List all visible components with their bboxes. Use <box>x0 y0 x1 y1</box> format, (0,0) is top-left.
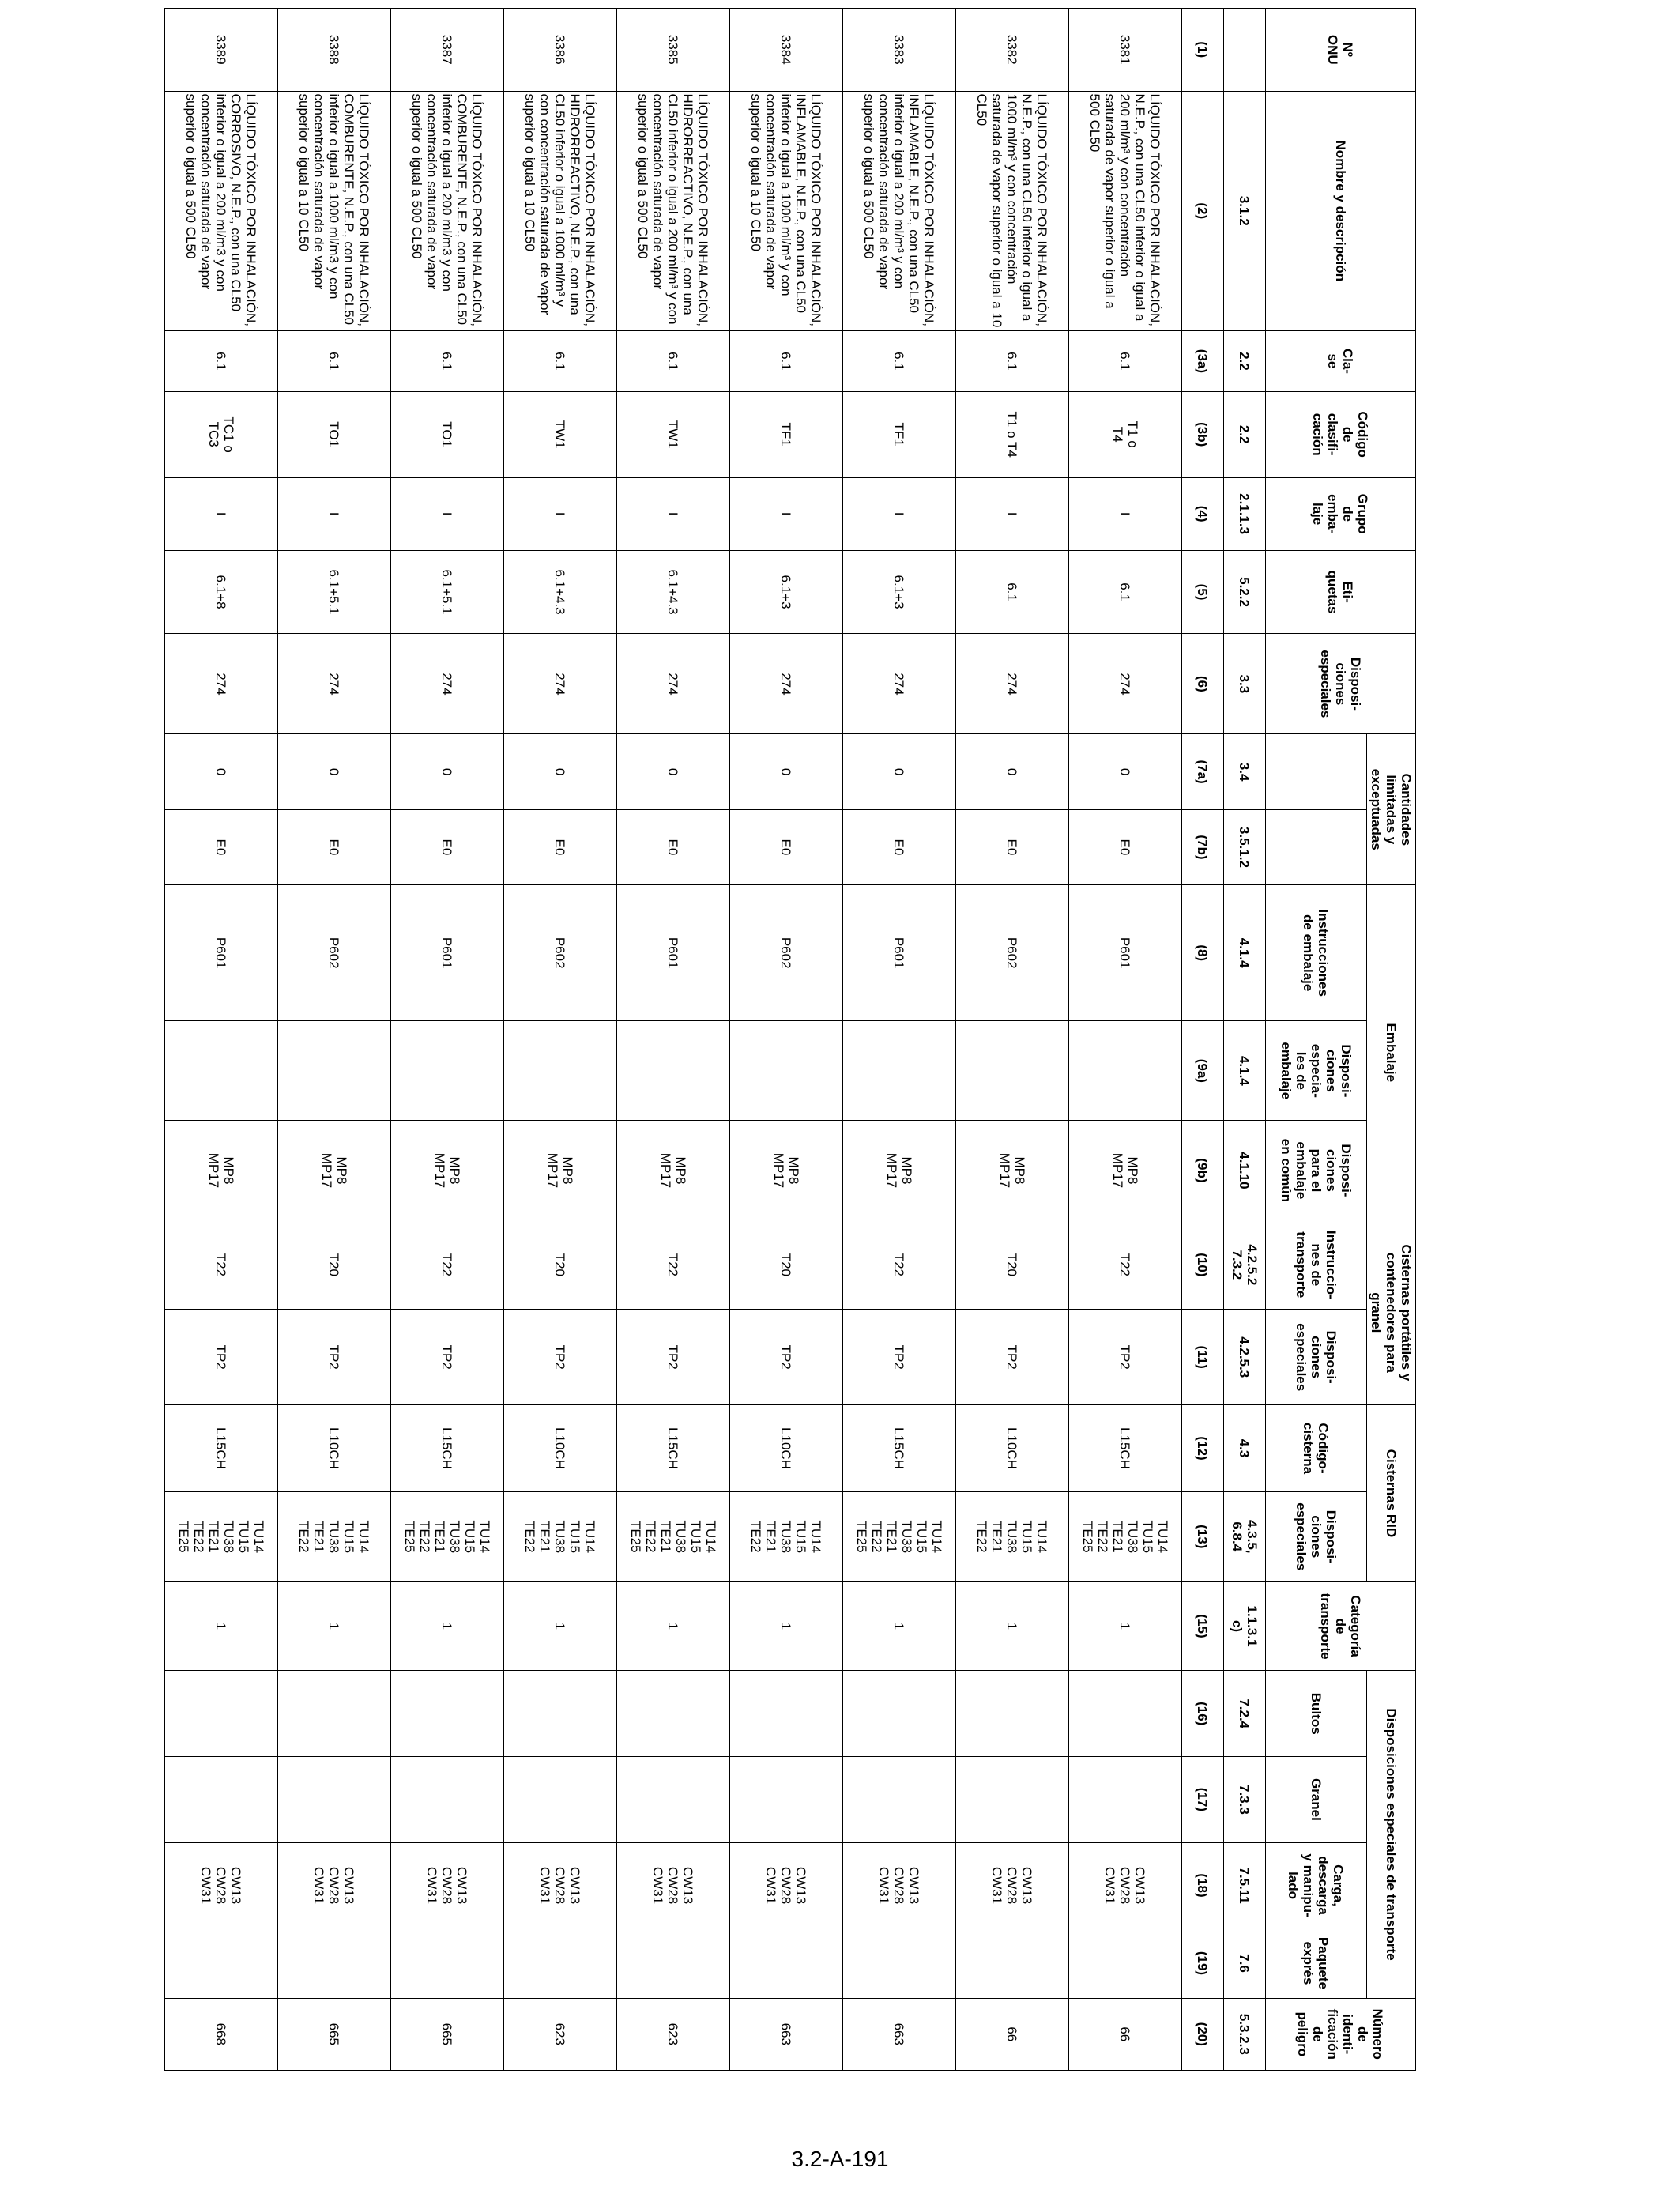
reference-cell: 4.3 <box>1224 1405 1266 1492</box>
header-numero-peligro: Número de identi- ficación de peligro <box>1266 1998 1416 2070</box>
column-number-cell: (7a) <box>1182 734 1224 809</box>
cell-disp: 274 <box>730 634 843 734</box>
cell-name: LÍQUIDO TÓXICO POR INHALACIÓN, N.E.P., con una CL50 inferior o igual a 1000 ml/m³ y con concentración saturada de vapor superior o igual a 10 CL50 <box>956 91 1069 330</box>
cell-etiquetas: 6.1+3 <box>730 550 843 634</box>
cell-etiquetas: 6.1+5.1 <box>391 550 504 634</box>
cell-name: LÍQUIDO TÓXICO POR INHALACIÓN, INFLAMABLE, N.E.P., con una CL50 inferior o igual a 200 ml/m³ y con concentración saturada de vapor superior o igual a 500 CL50 <box>843 91 956 330</box>
reference-cell: 1.1.3.1 c) <box>1224 1581 1266 1671</box>
column-number-cell: (1) <box>1182 9 1224 92</box>
cell-c20: 668 <box>165 1998 278 2070</box>
table-row <box>391 9 504 2071</box>
cell-c12: L10CH <box>730 1405 843 1492</box>
cell-c11: TP2 <box>843 1310 956 1405</box>
cell-c7a: 0 <box>278 734 391 809</box>
header-cantidades-sub-b <box>1266 809 1367 884</box>
cell-c12: L15CH <box>843 1405 956 1492</box>
cell-c10: T20 <box>278 1220 391 1310</box>
column-number-cell: (6) <box>1182 634 1224 734</box>
cell-clase: 6.1 <box>1069 330 1182 391</box>
table-row <box>843 9 956 2071</box>
cell-c12: L10CH <box>278 1405 391 1492</box>
cell-c18: CW13 CW28 CW31 <box>504 1842 617 1928</box>
column-number-cell: (11) <box>1182 1310 1224 1405</box>
cell-disp: 274 <box>278 634 391 734</box>
cell-c13: TU14 TU15 TU38 TE21 TE22 TE25 <box>843 1491 956 1581</box>
cell-c11: TP2 <box>165 1310 278 1405</box>
column-number-row <box>1182 9 1224 2071</box>
header-bultos: Bultos <box>1266 1671 1367 1757</box>
cell-c9a <box>391 1021 504 1121</box>
cell-c17 <box>956 1757 1069 1843</box>
table-body <box>165 9 1182 2071</box>
cell-c13: TU14 TU15 TU38 TE21 TE22 TE25 <box>165 1491 278 1581</box>
cell-c17 <box>391 1757 504 1843</box>
reference-cell: 3.1.2 <box>1224 91 1266 330</box>
cell-c17 <box>843 1757 956 1843</box>
cell-name: LÍQUIDO TÓXICO POR INHALACIÓN, N.E.P., con una CL50 inferior o igual a 200 ml/m³ y con concentración saturada de vapor superior o igual a 500 CL50 <box>1069 91 1182 330</box>
cell-c9a <box>278 1021 391 1121</box>
cell-onu: 3386 <box>504 9 617 92</box>
cell-c9b: MP8 MP17 <box>617 1121 730 1220</box>
cell-instr: P601 <box>617 885 730 1021</box>
cell-c9a <box>165 1021 278 1121</box>
cell-onu: 3381 <box>1069 9 1182 92</box>
header-carga: Carga, descarga y manipu- lado <box>1266 1842 1367 1928</box>
cell-c12: L15CH <box>617 1405 730 1492</box>
cell-c7b: E0 <box>278 809 391 884</box>
reference-cell: 4.1.4 <box>1224 885 1266 1021</box>
cell-c7b: E0 <box>730 809 843 884</box>
cell-c20: 665 <box>391 1998 504 2070</box>
rotated-table-container <box>160 8 1416 2071</box>
cell-instr: P602 <box>278 885 391 1021</box>
header-disp-especiales-cisternas: Disposi- ciones especiales <box>1266 1310 1367 1405</box>
cell-grupo: I <box>165 477 278 550</box>
cell-c15: 1 <box>278 1581 391 1671</box>
cell-c7a: 0 <box>165 734 278 809</box>
cell-etiquetas: 6.1+8 <box>165 550 278 634</box>
cell-c10: T20 <box>504 1220 617 1310</box>
cell-c9b: MP8 MP17 <box>165 1121 278 1220</box>
cell-c16 <box>617 1671 730 1757</box>
cell-c11: TP2 <box>278 1310 391 1405</box>
reference-cell: 3.4 <box>1224 734 1266 809</box>
reference-cell: 4.1.4 <box>1224 1021 1266 1121</box>
reference-cell: 7.3.3 <box>1224 1757 1266 1843</box>
cell-c17 <box>1069 1757 1182 1843</box>
cell-instr: P601 <box>1069 885 1182 1021</box>
cell-onu: 3384 <box>730 9 843 92</box>
column-number-cell: (9a) <box>1182 1021 1224 1121</box>
cell-clase: 6.1 <box>391 330 504 391</box>
cell-c20: 66 <box>1069 1998 1182 2070</box>
cell-c13: TU14 TU15 TU38 TE21 TE22 TE25 <box>391 1491 504 1581</box>
cell-grupo: I <box>278 477 391 550</box>
cell-etiquetas: 6.1+4.3 <box>504 550 617 634</box>
cell-c12: L10CH <box>504 1405 617 1492</box>
cell-c17 <box>165 1757 278 1843</box>
cell-c11: TP2 <box>956 1310 1069 1405</box>
cell-c7a: 0 <box>730 734 843 809</box>
column-number-cell: (17) <box>1182 1757 1224 1843</box>
cell-c9a <box>730 1021 843 1121</box>
cell-c7a: 0 <box>843 734 956 809</box>
cell-c9a <box>956 1021 1069 1121</box>
cell-instr: P601 <box>165 885 278 1021</box>
cell-name: LÍQUIDO TÓXICO POR INHALACIÓN, COMBURENTE, N.E.P., con una CL50 inferior o igual a 1000 ml/m3 y con concentración saturada de vapor superior o igual a 10 CL50 <box>278 91 391 330</box>
cell-c16 <box>843 1671 956 1757</box>
cell-instr: P601 <box>843 885 956 1021</box>
cell-codigo: TF1 <box>730 391 843 477</box>
reference-cell: 5.3.2.3 <box>1224 1998 1266 2070</box>
header-cisternas-rid: Cisternas RID <box>1367 1405 1416 1581</box>
cell-clase: 6.1 <box>843 330 956 391</box>
cell-etiquetas: 6.1 <box>1069 550 1182 634</box>
cell-c7b: E0 <box>165 809 278 884</box>
cell-c11: TP2 <box>1069 1310 1182 1405</box>
header-embalaje: Embalaje <box>1367 885 1416 1220</box>
cell-c17 <box>617 1757 730 1843</box>
cell-c10: T22 <box>843 1220 956 1310</box>
cell-grupo: I <box>504 477 617 550</box>
cell-grupo: I <box>730 477 843 550</box>
cell-codigo: TW1 <box>617 391 730 477</box>
header-etiquetas: Eti- quetas <box>1266 550 1416 634</box>
header-codigo: Código de clasifi- cación <box>1266 391 1416 477</box>
reference-cell: 3.5.1.2 <box>1224 809 1266 884</box>
cell-c19 <box>956 1928 1069 1998</box>
cell-c18: CW13 CW28 CW31 <box>730 1842 843 1928</box>
cell-c15: 1 <box>843 1581 956 1671</box>
cell-onu: 3387 <box>391 9 504 92</box>
cell-codigo: TW1 <box>504 391 617 477</box>
cell-c9b: MP8 MP17 <box>730 1121 843 1220</box>
reference-cell: 5.2.2 <box>1224 550 1266 634</box>
cell-codigo: TO1 <box>278 391 391 477</box>
cell-c10: T20 <box>730 1220 843 1310</box>
header-disp-especiales-rid: Disposi- ciones especiales <box>1266 1491 1367 1581</box>
header-cisternas-portatiles: Cisternas portátiles y contenedores para granel <box>1367 1220 1416 1405</box>
cell-c16 <box>165 1671 278 1757</box>
cell-c12: L10CH <box>956 1405 1069 1492</box>
cell-c18: CW13 CW28 CW31 <box>956 1842 1069 1928</box>
header-disposiciones-especiales: Disposi- ciones especiales <box>1266 634 1416 734</box>
cell-c12: L15CH <box>1069 1405 1182 1492</box>
cell-c19 <box>730 1928 843 1998</box>
reference-cell: 4.2.5.2 7.3.2 <box>1224 1220 1266 1310</box>
header-instrucciones-embalaje: Instrucciones de embalaje <box>1266 885 1367 1021</box>
cell-c9a <box>843 1021 956 1121</box>
cell-c11: TP2 <box>391 1310 504 1405</box>
cell-instr: P602 <box>504 885 617 1021</box>
column-number-cell: (7b) <box>1182 809 1224 884</box>
cell-clase: 6.1 <box>956 330 1069 391</box>
cell-c7b: E0 <box>843 809 956 884</box>
cell-clase: 6.1 <box>617 330 730 391</box>
cell-c16 <box>1069 1671 1182 1757</box>
cell-disp: 274 <box>165 634 278 734</box>
cell-c9b: MP8 MP17 <box>504 1121 617 1220</box>
reference-row <box>1224 9 1266 2071</box>
cell-codigo: TC1 o TC3 <box>165 391 278 477</box>
cell-c12: L15CH <box>165 1405 278 1492</box>
column-number-cell: (18) <box>1182 1842 1224 1928</box>
cell-clase: 6.1 <box>504 330 617 391</box>
cell-c7b: E0 <box>504 809 617 884</box>
header-granel: Granel <box>1266 1757 1367 1843</box>
cell-c13: TU14 TU15 TU38 TE21 TE22 <box>504 1491 617 1581</box>
cell-c16 <box>730 1671 843 1757</box>
cell-grupo: I <box>391 477 504 550</box>
cell-c7a: 0 <box>504 734 617 809</box>
header-disp-especiales-embalaje: Disposi- ciones especia- les de embalaje <box>1266 1021 1367 1121</box>
cell-name: LÍQUIDO TÓXICO POR INHALACIÓN, HIDRORREACTIVO, N.E.P., con una CL50 inferior o igual a 1000 ml/m³ y con concentración saturada de vapor superior o igual a 10 CL50 <box>504 91 617 330</box>
cell-c20: 66 <box>956 1998 1069 2070</box>
cell-c19 <box>843 1928 956 1998</box>
column-number-cell: (15) <box>1182 1581 1224 1671</box>
cell-etiquetas: 6.1+4.3 <box>617 550 730 634</box>
column-number-cell: (8) <box>1182 885 1224 1021</box>
table-row <box>617 9 730 2071</box>
reference-cell: 4.1.10 <box>1224 1121 1266 1220</box>
header-codigo-cisterna: Código- cisterna <box>1266 1405 1367 1492</box>
reference-cell: 7.2.4 <box>1224 1671 1266 1757</box>
cell-c20: 665 <box>278 1998 391 2070</box>
cell-c18: CW13 CW28 CW31 <box>617 1842 730 1928</box>
header-cantidades: Cantidades limitadas y exceptuadas <box>1367 734 1416 885</box>
cell-onu: 3388 <box>278 9 391 92</box>
cell-c15: 1 <box>504 1581 617 1671</box>
cell-c12: L15CH <box>391 1405 504 1492</box>
cell-disp: 274 <box>956 634 1069 734</box>
header-onu: Nº ONU <box>1266 9 1416 92</box>
cell-c7a: 0 <box>391 734 504 809</box>
cell-grupo: I <box>843 477 956 550</box>
cell-c9a <box>617 1021 730 1121</box>
cell-c10: T22 <box>617 1220 730 1310</box>
cell-name: LÍQUIDO TÓXICO POR INHALACIÓN, CORROSIVO, N.E.P., con una CL50 inferior o igual a 200 ml/m3 y con concentración saturada de vapor superior o igual a 500 CL50 <box>165 91 278 330</box>
column-number-cell: (3a) <box>1182 330 1224 391</box>
column-number-cell: (9b) <box>1182 1121 1224 1220</box>
cell-c19 <box>278 1928 391 1998</box>
cell-c18: CW13 CW28 CW31 <box>165 1842 278 1928</box>
cell-c11: TP2 <box>730 1310 843 1405</box>
cell-c19 <box>1069 1928 1182 1998</box>
cell-c15: 1 <box>1069 1581 1182 1671</box>
cell-c7a: 0 <box>956 734 1069 809</box>
cell-c15: 1 <box>391 1581 504 1671</box>
reference-cell: 4.3.5, 6.8.4 <box>1224 1491 1266 1581</box>
cell-name: LÍQUIDO TÓXICO POR INHALACIÓN, HIDRORREACTIVO, N.E.P., con una CL50 inferior o igual a 200 ml/m³ y con concentración saturada de vapor superior o igual a 500 CL50 <box>617 91 730 330</box>
cell-c18: CW13 CW28 CW31 <box>278 1842 391 1928</box>
cell-c7b: E0 <box>956 809 1069 884</box>
cell-disp: 274 <box>843 634 956 734</box>
cell-c18: CW13 CW28 CW31 <box>843 1842 956 1928</box>
cell-c15: 1 <box>165 1581 278 1671</box>
cell-c19 <box>617 1928 730 1998</box>
table-row <box>1069 9 1182 2071</box>
cell-c19 <box>391 1928 504 1998</box>
cell-c18: CW13 CW28 CW31 <box>1069 1842 1182 1928</box>
column-number-cell: (12) <box>1182 1405 1224 1492</box>
cell-c20: 623 <box>617 1998 730 2070</box>
cell-onu: 3389 <box>165 9 278 92</box>
cell-c9b: MP8 MP17 <box>956 1121 1069 1220</box>
cell-c16 <box>504 1671 617 1757</box>
header-clase: Cla- se <box>1266 330 1416 391</box>
table-row <box>956 9 1069 2071</box>
column-number-cell: (13) <box>1182 1491 1224 1581</box>
cell-disp: 274 <box>617 634 730 734</box>
column-number-cell: (19) <box>1182 1928 1224 1998</box>
cell-c10: T20 <box>956 1220 1069 1310</box>
header-paquete: Paquete exprés <box>1266 1928 1367 1998</box>
cell-c10: T22 <box>1069 1220 1182 1310</box>
cell-c13: TU14 TU15 TU38 TE21 TE22 <box>278 1491 391 1581</box>
header-cantidades-sub-a <box>1266 734 1367 809</box>
cell-c18: CW13 CW28 CW31 <box>391 1842 504 1928</box>
cell-c9b: MP8 MP17 <box>278 1121 391 1220</box>
header-row-top <box>1367 9 1416 2071</box>
column-number-cell: (20) <box>1182 1998 1224 2070</box>
cell-c7b: E0 <box>391 809 504 884</box>
cell-c17 <box>504 1757 617 1843</box>
cell-c20: 663 <box>843 1998 956 2070</box>
cell-clase: 6.1 <box>278 330 391 391</box>
cell-codigo: TF1 <box>843 391 956 477</box>
cell-c9b: MP8 MP17 <box>391 1121 504 1220</box>
cell-c20: 663 <box>730 1998 843 2070</box>
table-row <box>504 9 617 2071</box>
page-number: 3.2-A-191 <box>791 2147 889 2171</box>
cell-c9b: MP8 MP17 <box>843 1121 956 1220</box>
cell-codigo: T1 o T4 <box>956 391 1069 477</box>
cell-onu: 3385 <box>617 9 730 92</box>
cell-disp: 274 <box>1069 634 1182 734</box>
cell-c17 <box>278 1757 391 1843</box>
table-row <box>278 9 391 2071</box>
cell-c13: TU14 TU15 TU38 TE21 TE22 TE25 <box>617 1491 730 1581</box>
cell-c19 <box>504 1928 617 1998</box>
cell-etiquetas: 6.1 <box>956 550 1069 634</box>
cell-c7a: 0 <box>617 734 730 809</box>
header-categoria: Categoría de transporte <box>1266 1581 1416 1671</box>
header-disp-embalaje-comun: Disposi- ciones para el embalaje en común <box>1266 1121 1367 1220</box>
cell-instr: P602 <box>730 885 843 1021</box>
cell-c17 <box>730 1757 843 1843</box>
cell-grupo: I <box>1069 477 1182 550</box>
column-number-cell: (4) <box>1182 477 1224 550</box>
cell-c16 <box>956 1671 1069 1757</box>
header-disposiciones-transporte: Disposiciones especiales de transporte <box>1367 1671 1416 1998</box>
cell-c7b: E0 <box>1069 809 1182 884</box>
cell-c15: 1 <box>730 1581 843 1671</box>
cell-c9a <box>504 1021 617 1121</box>
cell-c11: TP2 <box>504 1310 617 1405</box>
table-row <box>165 9 278 2071</box>
cell-grupo: I <box>617 477 730 550</box>
column-number-cell: (2) <box>1182 91 1224 330</box>
cell-grupo: I <box>956 477 1069 550</box>
header-grupo: Grupo de emba- laje <box>1266 477 1416 550</box>
cell-name: LÍQUIDO TÓXICO POR INHALACIÓN, COMBURENTE, N.E.P., con una CL50 inferior o igual a 200 ml/m3 y con concentración saturada de vapor superior o igual a 500 CL50 <box>391 91 504 330</box>
cell-instr: P601 <box>391 885 504 1021</box>
cell-c10: T22 <box>391 1220 504 1310</box>
dangerous-goods-table <box>164 8 1416 2071</box>
reference-cell: 2.2 <box>1224 330 1266 391</box>
header-instrucciones-transporte: Instruccio- nes de transporte <box>1266 1220 1367 1310</box>
reference-cell: 7.5.11 <box>1224 1842 1266 1928</box>
cell-c16 <box>278 1671 391 1757</box>
cell-c7a: 0 <box>1069 734 1182 809</box>
reference-cell <box>1224 9 1266 92</box>
cell-c9a <box>1069 1021 1182 1121</box>
cell-disp: 274 <box>391 634 504 734</box>
column-number-cell: (10) <box>1182 1220 1224 1310</box>
cell-etiquetas: 6.1+3 <box>843 550 956 634</box>
cell-c15: 1 <box>956 1581 1069 1671</box>
cell-clase: 6.1 <box>730 330 843 391</box>
header-name: Nombre y descripción <box>1266 91 1416 330</box>
cell-onu: 3382 <box>956 9 1069 92</box>
cell-codigo: T1 o T4 <box>1069 391 1182 477</box>
reference-cell: 7.6 <box>1224 1928 1266 1998</box>
cell-codigo: TO1 <box>391 391 504 477</box>
cell-onu: 3383 <box>843 9 956 92</box>
cell-c19 <box>165 1928 278 1998</box>
column-number-cell: (5) <box>1182 550 1224 634</box>
cell-c7b: E0 <box>617 809 730 884</box>
cell-disp: 274 <box>504 634 617 734</box>
cell-etiquetas: 6.1+5.1 <box>278 550 391 634</box>
cell-c9b: MP8 MP17 <box>1069 1121 1182 1220</box>
reference-cell: 2.1.1.3 <box>1224 477 1266 550</box>
reference-cell: 4.2.5.3 <box>1224 1310 1266 1405</box>
column-number-cell: (3b) <box>1182 391 1224 477</box>
cell-c15: 1 <box>617 1581 730 1671</box>
cell-c11: TP2 <box>617 1310 730 1405</box>
table-row <box>730 9 843 2071</box>
reference-cell: 2.2 <box>1224 391 1266 477</box>
cell-name: LÍQUIDO TÓXICO POR INHALACIÓN, INFLAMABLE, N.E.P., con una CL50 inferior o igual a 1000 ml/m³ y con concentración saturada de vapor superior o igual a 10 CL50 <box>730 91 843 330</box>
cell-clase: 6.1 <box>165 330 278 391</box>
cell-c13: TU14 TU15 TU38 TE21 TE22 <box>956 1491 1069 1581</box>
reference-cell: 3.3 <box>1224 634 1266 734</box>
cell-c13: TU14 TU15 TU38 TE21 TE22 TE25 <box>1069 1491 1182 1581</box>
cell-c10: T22 <box>165 1220 278 1310</box>
cell-c16 <box>391 1671 504 1757</box>
cell-instr: P602 <box>956 885 1069 1021</box>
column-number-cell: (16) <box>1182 1671 1224 1757</box>
cell-c13: TU14 TU15 TU38 TE21 TE22 <box>730 1491 843 1581</box>
cell-c20: 623 <box>504 1998 617 2070</box>
